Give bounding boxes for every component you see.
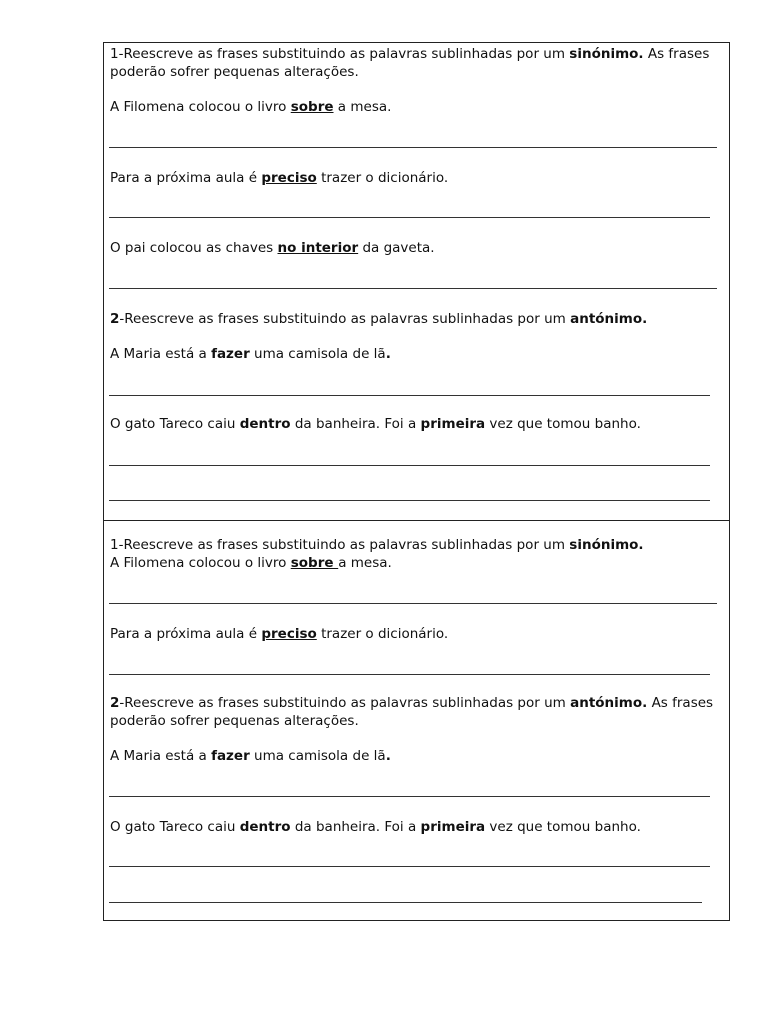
answer-line[interactable] (109, 674, 710, 675)
sentence-3: O pai colocou as chaves no interior da gaveta. (110, 240, 435, 256)
answer-line[interactable] (109, 603, 717, 604)
sentence-4: A Maria está a fazer uma camisola de lã. (110, 346, 391, 362)
worksheet (103, 42, 730, 921)
sentence-5: O gato Tareco caiu dentro da banheira. Foi a primeira vez que tomou banho. (110, 416, 641, 432)
answer-line[interactable] (109, 147, 717, 148)
question-1-instruction: 1-Reescreve as frases substituindo as palavras sublinhadas por um sinónimo. (110, 537, 644, 553)
sentence-2: Para a próxima aula é preciso trazer o dicionário. (110, 626, 449, 642)
sentence-1: A Filomena colocou o livro sobre a mesa. (110, 555, 392, 571)
sentence-2: Para a próxima aula é preciso trazer o dicionário. (110, 170, 449, 186)
answer-line[interactable] (109, 500, 710, 501)
question-2-instruction: 2-Reescreve as frases substituindo as palavras sublinhadas por um antónimo. (110, 311, 648, 327)
answer-line[interactable] (109, 465, 710, 466)
sentence-1: A Filomena colocou o livro sobre a mesa. (110, 99, 392, 115)
question-1-instruction: 1-Reescreve as frases substituindo as palavras sublinhadas por um sinónimo. As frases (110, 46, 710, 62)
question-1-instruction-line2: poderão sofrer pequenas alterações. (110, 64, 359, 80)
sentence-4: A Maria está a fazer uma camisola de lã. (110, 748, 391, 764)
answer-line[interactable] (109, 902, 702, 903)
section-divider (104, 520, 729, 521)
answer-line[interactable] (109, 796, 710, 797)
answer-line[interactable] (109, 866, 710, 867)
question-2-instruction-line2: poderão sofrer pequenas alterações. (110, 713, 359, 729)
answer-line[interactable] (109, 288, 717, 289)
answer-line[interactable] (109, 217, 710, 218)
sentence-5: O gato Tareco caiu dentro da banheira. Foi a primeira vez que tomou banho. (110, 819, 641, 835)
question-2-instruction: 2-Reescreve as frases substituindo as palavras sublinhadas por um antónimo. As frases (110, 695, 714, 711)
answer-line[interactable] (109, 395, 710, 396)
